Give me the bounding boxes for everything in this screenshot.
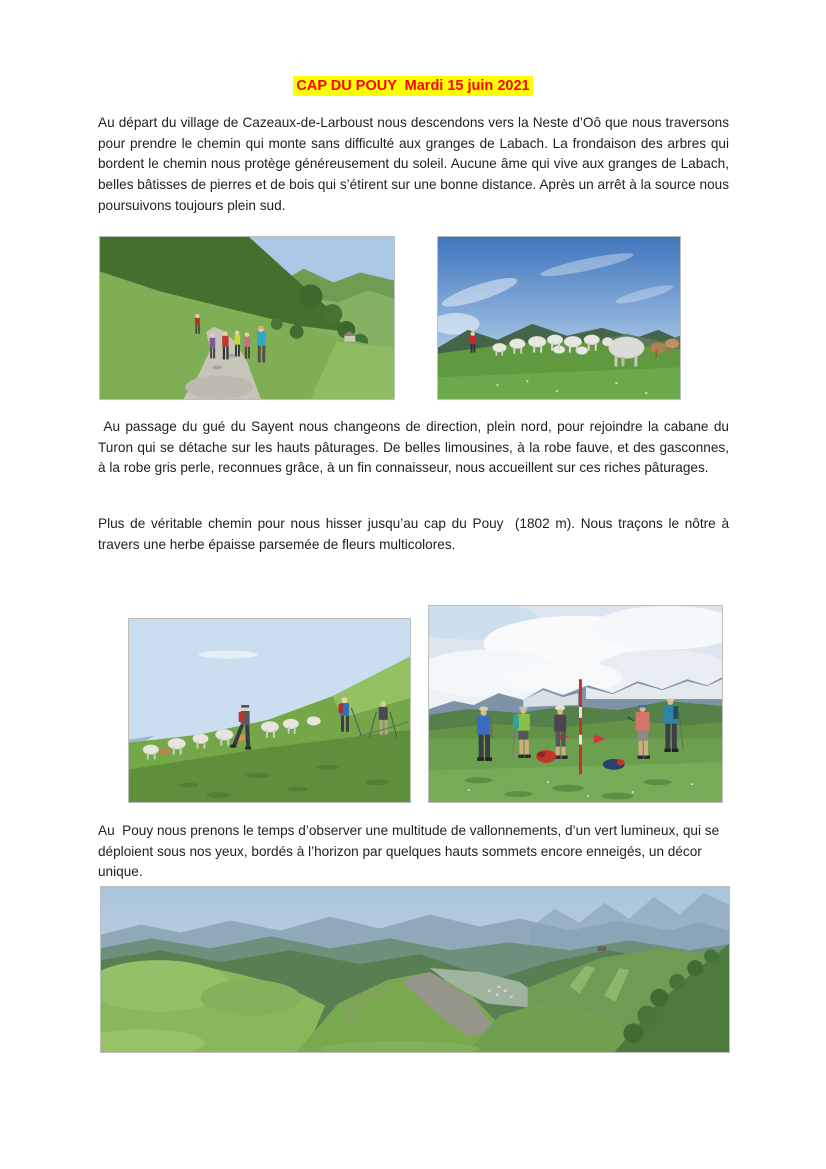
document-title: CAP DU POUY Mardi 15 juin 2021 [293,76,532,96]
photo-hikers-path-image [100,237,394,399]
photo-hikers-path [99,236,395,400]
paragraph-panorama: Au Pouy nous prenons le temps d’observer une multitude de vallonnements, d’un vert lumineux, qui se déploient sous nos yeux, bordés à l’horizon par quelques hauts sommets encore enneigés, un décor unique. [98,823,723,880]
photo-summit-group [428,605,723,803]
photo-summit-group-image [429,606,722,802]
photo-slope-cows-hikers-image [129,619,410,802]
photo-slope-cows-hikers [128,618,411,803]
photo-panorama-valleys [100,886,730,1053]
photo-cows-pasture [437,236,681,400]
title-row [0,76,826,96]
paragraph-sayent: Au passage du gué du Sayent nous changeons de direction, plein nord, pour rejoindre la cabane du Turon qui se détache sur les hauts pâturages. De belles limousines, à la robe fauve, et des gasconnes, à la robe gris perle, reconnues grâce, à un fin connaisseur, nous accueillent sur ces riches pâturages. [98,419,733,476]
photo-panorama-valleys-image [101,887,729,1052]
paragraph-intro: Au départ du village de Cazeaux-de-Larboust nous descendons vers la Neste d’Oô que nous traversons pour prendre le chemin qui monte sans difficulté aux granges de Labach. La frondaison des arbres qui bordent le chemin nous protège généreusement du soleil. Aucune âme qui vive aux granges de Labach, belles bâtisses de pierres et de bois qui s’étirent sur une bonne distance. Après un arrêt à la source nous poursuivons toujours plein sud. [98,115,733,213]
paragraph-cap-du-pouy: Plus de véritable chemin pour nous hisser jusqu’au cap du Pouy (1802 m). Nous traçons le nôtre à travers une herbe épaisse parsemée de fleurs multicolores. [98,516,733,552]
photo-cows-pasture-image [438,237,680,399]
